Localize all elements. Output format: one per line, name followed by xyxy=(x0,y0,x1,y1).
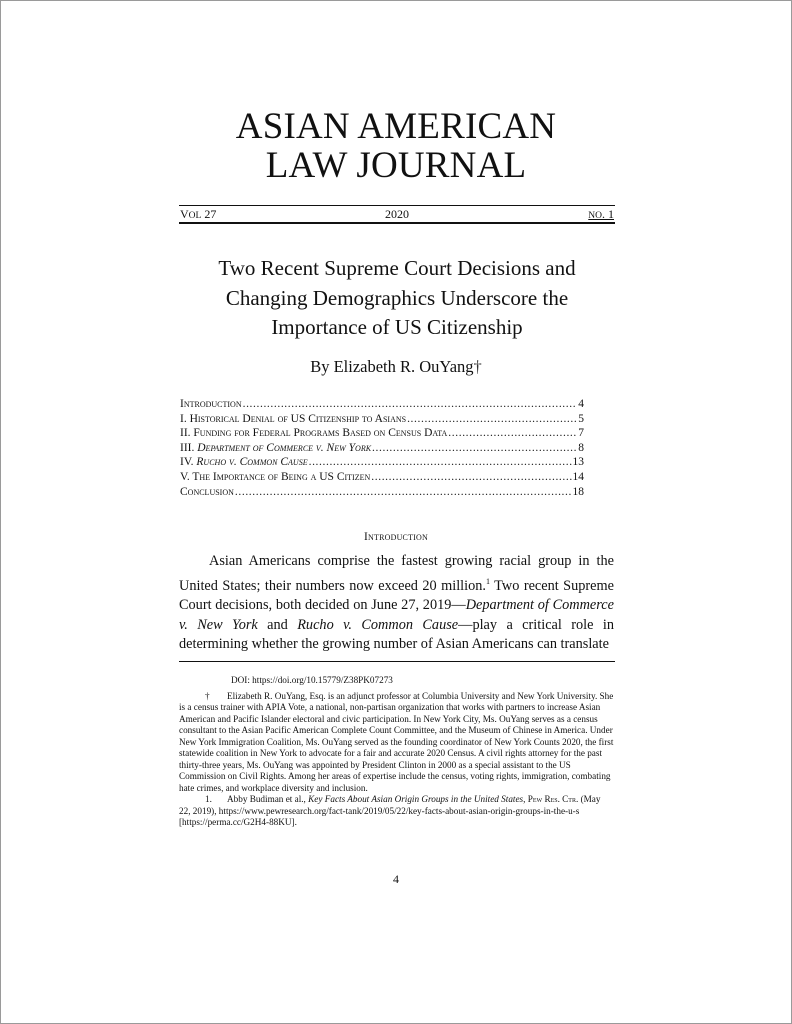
toc-leader-dots xyxy=(243,397,578,412)
footnote-1-title: Key Facts About Asian Origin Groups in the United States xyxy=(308,794,524,804)
issue-label: NO xyxy=(588,211,602,221)
toc-entry-page: 7 xyxy=(578,427,584,440)
page-number: 4 xyxy=(393,872,399,886)
footnotes xyxy=(179,675,614,829)
volume-rest: OL xyxy=(188,211,202,221)
toc-entry-label: V. The Importance of Being a US Citizen xyxy=(180,470,371,483)
toc-entry-label-case: Rucho v. Common Cause xyxy=(196,456,308,469)
footnote-author-bio-text: Elizabeth R. OuYang, Esq. is an adjunct professor at Columbia University and New York University. She is a census trainer with APIA Vote, a national, non-partisan organization that works with partners to increase Asian American and Pacific Islander electoral and civic participation. In New York City, Ms. OuYang serves as a census consultant to the Asian Pacific American Complete Count Committee, and the Museum of Chinese in America. Under New York Immigration Coalition, Ms. OuYang served as the founding coordinator of New York Counts 2020, the first statewide coalition in New York to advocate for a fair and accurate 2020 Census. A civil rights attorney for the past thirty-three years, Ms. OuYang was appointed by President Clinton in 2000 as a special assistant to the US Commission on Civil Rights. Among her areas of expertise include the census, voting rights, immigration, combating hate crimes, and workplace diversity and inclusion. xyxy=(179,690,614,793)
toc-leader-dots xyxy=(309,455,572,470)
toc-entry-label-case: Department of Commerce v. New York xyxy=(197,441,372,454)
footnote-1-mark: 1. xyxy=(205,794,212,804)
toc-entry-page: 4 xyxy=(578,398,584,410)
volume-initial: V xyxy=(180,207,189,221)
body-text-and: and xyxy=(257,616,298,633)
table-of-contents xyxy=(180,397,584,499)
toc-entry-page: 14 xyxy=(572,470,584,483)
toc-leader-dots xyxy=(407,412,577,427)
footnote-author-bio xyxy=(179,691,614,795)
author-name: By Elizabeth R. OuYang xyxy=(310,357,474,376)
body-text-part-1: Asian Americans comprise the fastest growing racial group in the United States; their numbers now exceed 20 million. xyxy=(179,553,614,594)
footnote-ref-1[interactable]: 1 xyxy=(486,576,490,586)
volume-bar-bottom-rule xyxy=(179,222,615,224)
footnote-1-rest[interactable]: (May 22, 2019), https://www.pewresearch.org/fact-tank/2019/05/22/key-facts-about-asian-origin-groups-in-the-u-s [https://perma.cc/G2H4-88KU]. xyxy=(179,794,601,827)
article-title-line-1: Two Recent Supreme Court Decisions and xyxy=(218,256,576,280)
article-title-line-2: Changing Demographics Underscore the xyxy=(225,285,569,310)
toc-entry-funding-federal-programs[interactable] xyxy=(180,426,584,441)
toc-entry-label-prefix: IV. xyxy=(180,456,197,469)
volume-bar xyxy=(179,205,615,224)
toc-entry-label: I. Historical Denial of US Citizenship to Asians xyxy=(180,412,407,425)
toc-leader-dots xyxy=(448,426,577,441)
toc-entry-label xyxy=(180,441,371,456)
footnote-dagger-mark: † xyxy=(205,690,210,701)
footnote-1-source: , Pew Res. Ctr. xyxy=(523,794,579,804)
issue-number xyxy=(588,207,614,223)
article-title-line-3: Importance of US Citizenship xyxy=(271,315,523,339)
journal-title-line-1: ASIAN AMERICAN xyxy=(235,106,557,147)
footnote-divider xyxy=(179,661,615,662)
journal-title-line-2: LAW JOURNAL xyxy=(265,145,527,186)
footnote-1-author: Abby Budiman et al., xyxy=(227,794,309,804)
case-name-rucho: Rucho v. Common Cause xyxy=(297,616,459,633)
toc-entry-page: 8 xyxy=(578,441,584,454)
toc-entry-page: 5 xyxy=(578,412,584,425)
toc-leader-dots xyxy=(372,441,577,456)
toc-entry-page: 18 xyxy=(572,485,584,498)
section-heading-introduction: Introduction xyxy=(363,531,428,543)
toc-entry-historical-denial[interactable] xyxy=(180,412,584,427)
volume-number: 27 xyxy=(201,207,217,221)
toc-entry-conclusion[interactable] xyxy=(180,485,584,500)
toc-entry-importance-citizen[interactable] xyxy=(180,470,584,485)
volume-year: 2020 xyxy=(385,207,409,221)
toc-leader-dots xyxy=(235,485,572,500)
footnote-1 xyxy=(179,794,614,829)
journal-title xyxy=(1,107,791,185)
body-text-part-2: Two recent Supreme Court decisions, both decided on June 27, 2019— xyxy=(179,577,614,613)
author-footnote-link[interactable]: † xyxy=(473,357,482,376)
toc-entry-label xyxy=(180,455,308,470)
toc-entry-department-of-commerce[interactable] xyxy=(180,441,584,456)
toc-entry-label: II. Funding for Federal Programs Based on Census Data xyxy=(180,427,448,440)
issue-value: . 1 xyxy=(602,207,614,221)
toc-entry-introduction[interactable] xyxy=(180,397,584,412)
toc-entry-label: Introduction xyxy=(180,398,242,410)
body-paragraph xyxy=(179,552,614,655)
toc-leader-dots xyxy=(371,470,571,485)
body-text-part-3: —play a critical role in determining whether the growing number of Asian Americans can translate xyxy=(179,616,615,653)
footnote-doi[interactable]: DOI: https://doi.org/10.15779/Z38PK07273 xyxy=(231,675,393,685)
toc-entry-label-prefix: III. xyxy=(180,441,198,454)
article-title xyxy=(161,254,633,343)
toc-entry-rucho[interactable] xyxy=(180,455,584,470)
author-byline xyxy=(1,357,791,377)
toc-entry-page: 13 xyxy=(572,456,584,469)
toc-entry-label: Conclusion xyxy=(180,485,234,498)
case-name-commerce: Department of Commerce v. New York xyxy=(179,596,614,633)
